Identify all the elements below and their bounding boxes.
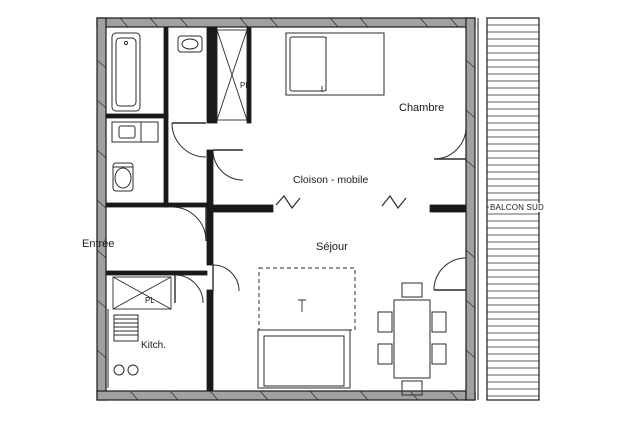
bed-furniture <box>286 33 384 95</box>
closet-label-bottom: PL <box>145 296 155 305</box>
room-label-sejour: Séjour <box>316 241 348 253</box>
kitchen-fittings <box>108 309 138 388</box>
balcony-label: BALCON SUD <box>490 203 545 212</box>
closet-top <box>217 30 247 120</box>
room-label-kitchen: Kitch. <box>141 340 167 351</box>
room-label-cloison-mobile: Cloison - mobile <box>293 174 369 186</box>
room-label-entree: Entrée <box>82 238 115 250</box>
dining-set <box>378 283 446 395</box>
living-room-furniture <box>258 268 355 388</box>
closet-label-top: PL <box>240 81 250 90</box>
closet-bottom <box>113 277 171 309</box>
bathroom-fixtures <box>112 33 158 191</box>
room-label-chambre: Chambre <box>399 102 445 114</box>
doors <box>172 123 466 303</box>
mobile-partition <box>276 196 406 208</box>
sink-fixture <box>178 36 202 52</box>
